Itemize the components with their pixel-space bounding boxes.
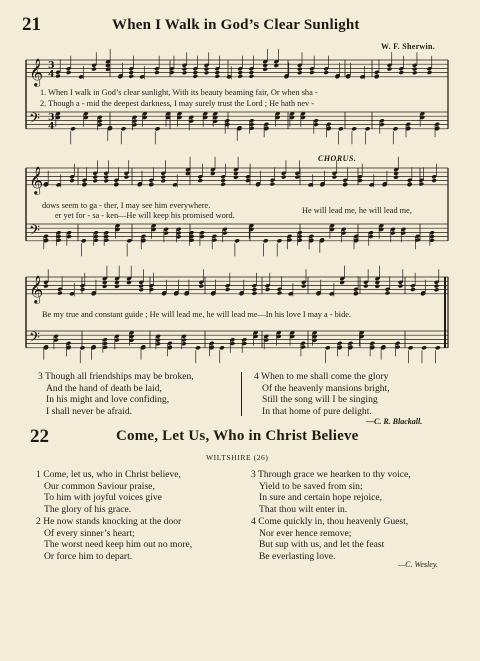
note-head	[237, 70, 243, 75]
note-head	[214, 70, 220, 75]
note-head	[273, 63, 279, 68]
note-head	[393, 126, 399, 131]
note-head	[412, 67, 418, 72]
note-head	[398, 284, 404, 289]
note-head	[263, 238, 269, 243]
note-head	[332, 175, 338, 180]
treble-clef: 𝄞	[29, 274, 44, 303]
hymn22-verse-3: 3 Through grace we hearken to thy voice, Yield to be saved from sin; In sure and certain hope rejoice, That thou wilt enter in.	[251, 469, 411, 515]
note-head	[351, 126, 357, 131]
verse-divider	[241, 372, 242, 416]
note-head	[81, 238, 87, 243]
note-head	[102, 284, 108, 289]
hymn22-verse-1: 1 Come, let us, who in Christ believe, Our common Saviour praise, To him with joyful voices give The glory of his grace.	[36, 469, 181, 515]
note-head	[92, 175, 98, 180]
note-head	[281, 175, 287, 180]
note-head	[182, 70, 188, 75]
note-head	[149, 287, 155, 292]
note-head	[114, 284, 120, 289]
note-head	[114, 280, 120, 285]
note-head	[249, 70, 255, 75]
note-head	[220, 182, 226, 187]
note-head	[252, 287, 258, 292]
note-head	[103, 178, 109, 183]
note-head	[199, 284, 205, 289]
note-head	[295, 175, 301, 180]
note-head	[252, 291, 258, 296]
lyric-line-chorus: He will lead me, he will lead me,	[302, 206, 412, 215]
note-head	[387, 67, 393, 72]
note-head	[138, 284, 144, 289]
time-signature: 3	[48, 111, 55, 123]
chorus-label: CHORUS.	[318, 154, 357, 163]
time-signature: 3	[48, 59, 55, 71]
hymn22-verse-4: 4 Come quickly in, thou heavenly Guest, Nor ever hence remove; But sup with us, and let the feast Be everlasting love.	[251, 516, 409, 562]
note-head	[121, 126, 127, 131]
note-head	[301, 284, 307, 289]
note-head	[309, 70, 315, 75]
note-head	[385, 291, 391, 296]
note-head	[66, 70, 72, 75]
note-head	[128, 74, 134, 79]
note-head	[138, 287, 144, 292]
note-head	[80, 287, 86, 292]
note-head	[43, 284, 49, 289]
hymn21-verse-4: 4 When to me shall come the glory Of the heavenly mansions bright, Still the song will I be singing In that home of pure delight.	[254, 371, 390, 417]
note-head	[197, 178, 203, 183]
note-head	[297, 70, 303, 75]
note-head	[365, 126, 371, 131]
note-head	[204, 67, 210, 72]
note-head	[270, 182, 276, 187]
hymn-number: 21	[22, 14, 41, 35]
note-head	[92, 178, 98, 183]
note-head	[262, 63, 268, 68]
hymn22-verse-2: 2 He now stands knocking at the door Of every sinner’s heart; The worst need keep him out no more, Or force him to depart.	[36, 516, 193, 562]
note-head	[234, 238, 240, 243]
bass-clef: 𝄢	[29, 329, 40, 350]
note-head	[160, 178, 166, 183]
note-head	[219, 345, 225, 350]
hymn21-verse-3: 3 Though all friendships may be broken, And the hand of death be laid, In his might and love confiding, I shall never be afraid.	[38, 371, 194, 417]
note-head	[375, 280, 381, 285]
note-head	[69, 178, 75, 183]
note-head	[204, 70, 210, 75]
note-head	[375, 284, 381, 289]
hymn-title: When I Walk in God’s Clear Sunlight	[112, 17, 360, 33]
note-head	[128, 70, 134, 75]
note-head	[338, 126, 344, 131]
note-head	[214, 74, 220, 79]
note-head	[435, 345, 441, 350]
note-head	[126, 280, 132, 285]
note-head	[418, 182, 424, 187]
note-head	[434, 284, 440, 289]
note-head	[210, 171, 216, 176]
note-head	[220, 178, 226, 183]
note-head	[393, 175, 399, 180]
bass-clef: 𝄢	[29, 110, 40, 131]
note-head	[277, 238, 283, 243]
note-head	[91, 67, 97, 72]
note-head	[155, 126, 161, 131]
note-head	[262, 67, 268, 72]
note-head	[265, 287, 271, 292]
lyric-line-chorus-end: Be my true and constant guide ; He will lead me, he will lead me—In his love I may a - bide.	[42, 310, 351, 319]
note-head	[410, 287, 416, 292]
lyric-line-verse1-cont: dows seem to ga - ther, I may see him everywhere.	[42, 201, 211, 210]
note-head	[277, 291, 283, 296]
note-head	[154, 70, 160, 75]
note-head	[195, 345, 201, 350]
note-head	[102, 280, 108, 285]
note-head	[398, 70, 404, 75]
note-head	[182, 67, 188, 72]
hymn-number: 22	[30, 426, 49, 447]
note-head	[427, 70, 433, 75]
note-head	[325, 345, 331, 350]
note-head	[434, 287, 440, 292]
note-head	[393, 171, 399, 176]
lyric-line-verse1: 1. When I walk in God’s clear sunlight, With its beauty beaming fair, Or when sha -	[40, 88, 318, 97]
hymn-title: Come, Let Us, Who in Christ Believe	[116, 428, 359, 444]
note-head	[412, 70, 418, 75]
note-head	[160, 175, 166, 180]
note-head	[193, 74, 199, 79]
note-head	[127, 238, 133, 243]
note-head	[193, 70, 199, 75]
note-head	[237, 74, 243, 79]
lyric-line-verse2: 2. Though a - mid the deepest darkness, I may surely trust the Lord ; He hath nev -	[40, 99, 315, 108]
tune-name: WILTSHIRE (26)	[206, 453, 269, 462]
time-signature: 4	[48, 68, 55, 80]
treble-clef: 𝄞	[29, 165, 44, 194]
hymn22-author: —C. Wesley.	[398, 560, 438, 569]
note-head	[70, 126, 76, 131]
note-head	[57, 291, 63, 296]
note-head	[297, 67, 303, 72]
note-head	[124, 175, 130, 180]
note-head	[80, 345, 86, 350]
note-head	[103, 175, 109, 180]
time-signature: 4	[48, 120, 55, 132]
composer-credit: W. F. Sherwin.	[381, 42, 436, 51]
treble-clef: 𝄞	[29, 57, 44, 86]
note-head	[249, 74, 255, 79]
bass-clef: 𝄢	[29, 222, 40, 243]
note-head	[225, 287, 231, 292]
note-head	[408, 345, 414, 350]
note-head	[233, 171, 239, 176]
lyric-line-verse2-cont: er yet for - sa - ken—He will keep his promised word.	[55, 211, 235, 220]
note-head	[339, 280, 345, 285]
hymn21-author: —C. R. Blackall.	[366, 417, 423, 426]
note-head	[323, 70, 329, 75]
note-head	[363, 284, 369, 289]
note-head	[233, 175, 239, 180]
note-head	[55, 74, 61, 79]
note-head	[431, 178, 437, 183]
note-head	[421, 345, 427, 350]
